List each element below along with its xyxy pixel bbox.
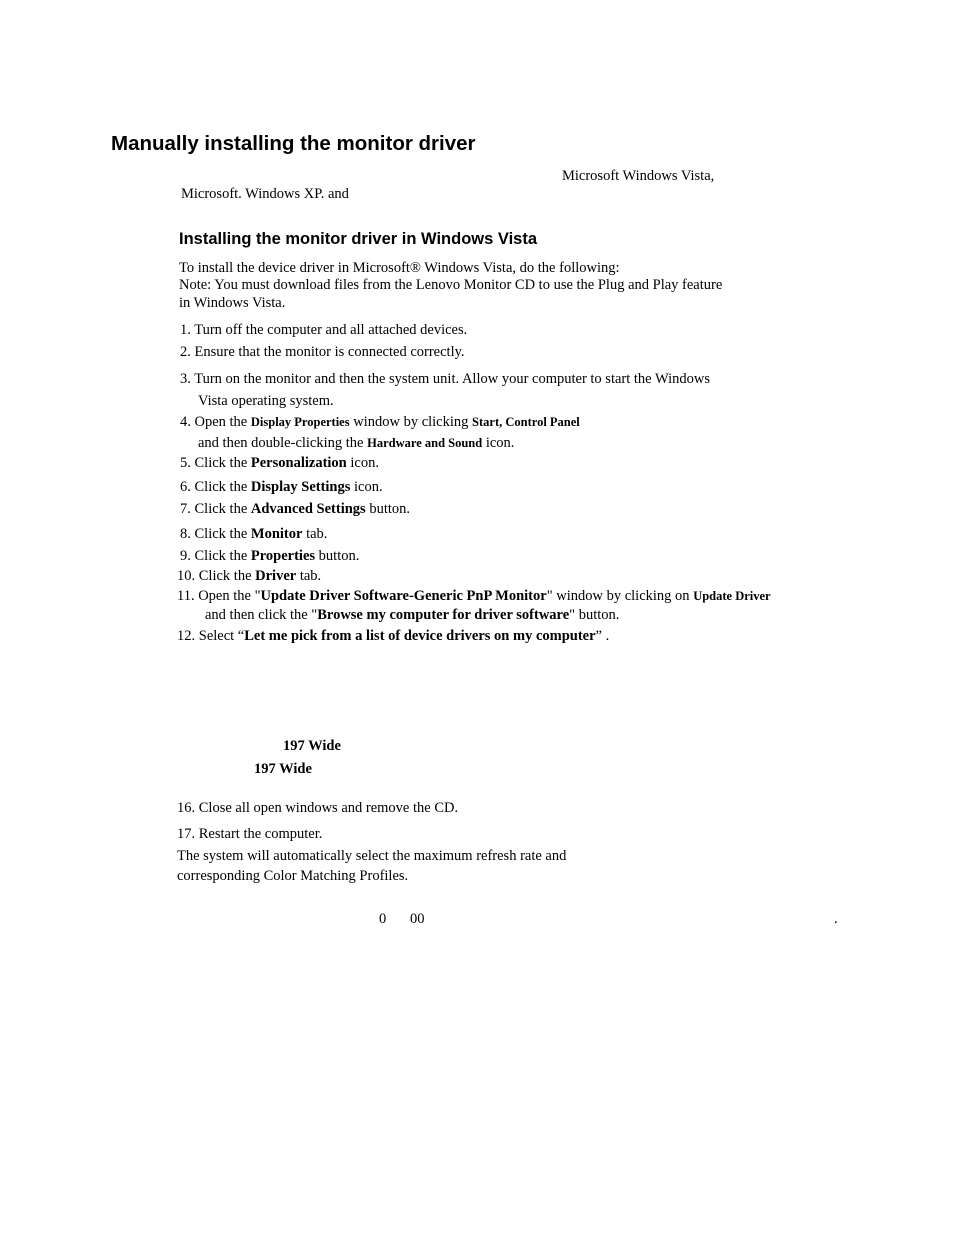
step-11-text: " button. (569, 607, 620, 623)
step-5 (180, 455, 379, 472)
start-control-panel-label: Start, Control Panel (472, 415, 580, 429)
advanced-settings-label: Advanced Settings (250, 501, 366, 517)
step-3-line-2: Vista operating system. (198, 393, 334, 409)
step-17: 17. Restart the computer. (177, 826, 323, 842)
step-11-line-1 (177, 588, 771, 605)
closing-line-1: The system will automatically select the maximum refresh rate and (177, 848, 567, 864)
step-5-text: icon. (346, 455, 379, 471)
browse-my-computer-label: Browse my computer for driver software (317, 607, 570, 623)
step-11-text: and then click the " (205, 607, 318, 623)
fragment-b: 00 (410, 911, 425, 927)
step-10 (177, 568, 321, 585)
step-7 (180, 501, 410, 518)
step-7-text: button. (365, 501, 411, 517)
step-9-text: button. (315, 548, 360, 564)
hardware-and-sound-label: Hardware and Sound (367, 436, 483, 450)
step-2: 2. Ensure that the monitor is connected correctly. (180, 344, 465, 360)
step-8 (180, 526, 327, 543)
step-8-text: tab. (302, 526, 328, 542)
step-12-text: 12. Select “ (177, 628, 245, 644)
note-line-1: Note: You must download files from the Lenovo Monitor CD to use the Plug and Play feature (179, 277, 723, 293)
step-8-text: 8. Click the (180, 526, 251, 542)
step-4-line-2 (198, 435, 514, 452)
properties-label: Properties (250, 548, 316, 564)
step-6-text: 6. Click the (180, 479, 251, 495)
note-line-2: in Windows Vista. (179, 295, 286, 311)
step-4-text: and then double-clicking the (198, 435, 368, 451)
closing-line-2: corresponding Color Matching Profiles. (177, 868, 409, 884)
step-11-text: " window by clicking on (546, 588, 694, 604)
step-6-text: icon. (350, 479, 383, 495)
step-6 (180, 479, 383, 496)
update-driver-label: Update Driver (693, 589, 771, 603)
fragment-a: 0 (379, 911, 387, 927)
personalization-label: Personalization (250, 455, 347, 471)
step-9 (180, 548, 359, 565)
step-4-text: icon. (482, 435, 515, 451)
page-title: Manually installing the monitor driver (111, 132, 476, 155)
display-settings-label: Display Settings (250, 479, 351, 495)
step-10-text: 10. Click the (177, 568, 256, 584)
section-heading: Installing the monitor driver in Windows Vista (179, 230, 538, 248)
step-5-text: 5. Click the (180, 455, 251, 471)
step-10-text: tab. (296, 568, 322, 584)
step-9-text: 9. Click the (180, 548, 251, 564)
driver-tab-label: Driver (255, 568, 297, 584)
step-11-text: 11. Open the " (177, 588, 261, 604)
step-4-line-1 (180, 414, 580, 431)
step-12 (177, 628, 609, 645)
intro-fragment-left: Microsoft. Windows XP. and (181, 186, 349, 202)
step-7-text: 7. Click the (180, 501, 251, 517)
update-driver-window-label: Update Driver Software-Generic PnP Monitor (260, 588, 547, 604)
section-lead: To install the device driver in Microsoft® Windows Vista, do the following: (179, 260, 620, 276)
step-1: 1. Turn off the computer and all attached devices. (180, 322, 468, 338)
display-properties-label: Display Properties (250, 415, 350, 429)
step-12-text: ” . (595, 628, 610, 644)
step-4-text: 4. Open the (180, 414, 251, 430)
intro-fragment-right: Microsoft Windows Vista, (562, 168, 715, 184)
let-me-pick-label: Let me pick from a list of device drivers on my computer (244, 628, 596, 644)
fragment-c: . (834, 911, 838, 927)
step-16: 16. Close all open windows and remove the CD. (177, 800, 459, 816)
step-11-line-2 (205, 607, 619, 624)
step-4-text: window by clicking (349, 414, 473, 430)
monitor-tab-label: Monitor (250, 526, 303, 542)
model-name-1: 197 Wide (283, 738, 341, 754)
model-name-2: 197 Wide (254, 761, 312, 777)
step-3-line-1: 3. Turn on the monitor and then the system unit. Allow your computer to start the Windows (180, 371, 710, 387)
